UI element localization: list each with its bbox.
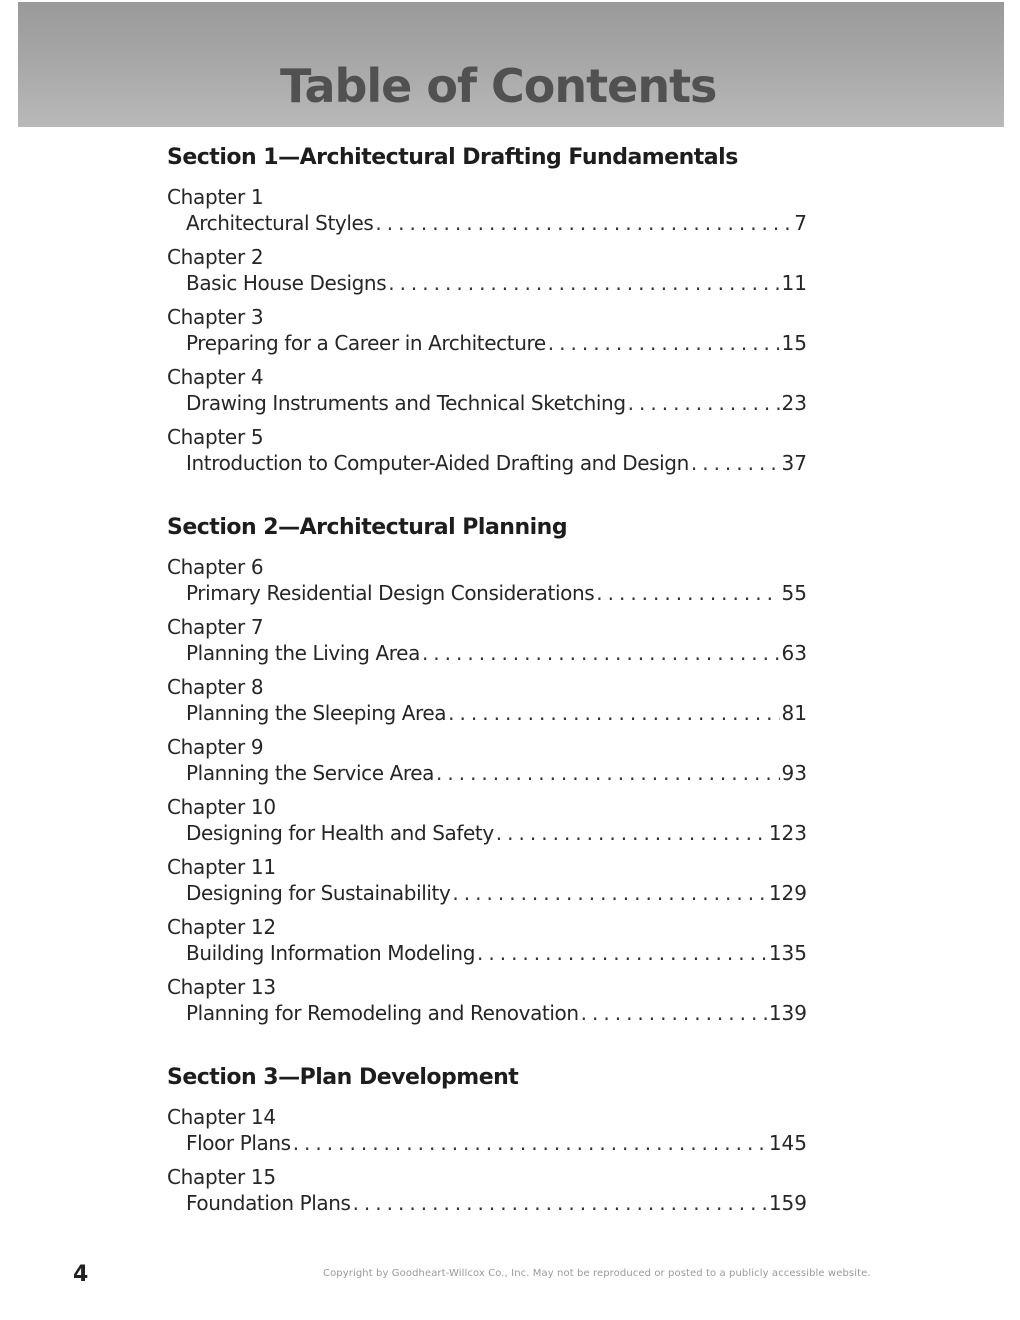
- toc-entry: [167, 914, 807, 974]
- toc-entry: [167, 184, 807, 244]
- chapter-title: Architectural Styles: [186, 211, 374, 235]
- chapter-page-number: 15: [781, 331, 807, 355]
- chapter-title: Introduction to Computer-Aided Drafting and Design: [186, 451, 689, 475]
- toc-entry: [167, 734, 807, 794]
- chapter-page-number: 23: [781, 391, 807, 415]
- table-of-contents: [167, 140, 807, 1250]
- page-title: Table of Contents: [280, 59, 717, 113]
- dot-leader: [581, 1000, 767, 1026]
- chapter-number: Chapter 8: [167, 675, 264, 699]
- dot-leader: [691, 450, 780, 476]
- chapter-page-number: 7: [794, 211, 807, 235]
- section-title: Section 1—Architectural Drafting Fundamentals: [167, 145, 738, 170]
- dot-leader: [293, 1130, 767, 1156]
- toc-entry: [167, 554, 807, 614]
- chapter-page-number: 123: [768, 821, 807, 845]
- page-number: 4: [73, 1262, 89, 1287]
- chapter-title: Planning the Service Area: [186, 761, 434, 785]
- dot-leader: [388, 270, 779, 296]
- chapter-title: Designing for Health and Safety: [186, 821, 494, 845]
- toc-entry: [167, 304, 807, 364]
- chapter-line: [186, 330, 807, 356]
- chapter-title: Floor Plans: [186, 1131, 291, 1155]
- chapter-page-number: 135: [768, 941, 807, 965]
- chapter-title: Planning the Living Area: [186, 641, 420, 665]
- chapter-line: [186, 760, 807, 786]
- toc-entry: [167, 1104, 807, 1164]
- chapter-number: Chapter 15: [167, 1165, 276, 1189]
- toc-section: [167, 140, 807, 484]
- dot-leader: [422, 640, 780, 666]
- chapter-line: [186, 880, 807, 906]
- dot-leader: [452, 880, 766, 906]
- chapter-number: Chapter 4: [167, 365, 264, 389]
- chapter-line: [186, 820, 807, 846]
- toc-entry: [167, 424, 807, 484]
- chapter-line: [186, 390, 807, 416]
- chapter-title: Drawing Instruments and Technical Sketching: [186, 391, 626, 415]
- chapter-line: [186, 640, 807, 666]
- dot-leader: [628, 390, 780, 416]
- chapter-number: Chapter 10: [167, 795, 276, 819]
- toc-section: [167, 1060, 807, 1224]
- chapter-title: Primary Residential Design Considerations: [186, 581, 595, 605]
- chapter-line: [186, 940, 807, 966]
- chapter-title: Preparing for a Career in Architecture: [186, 331, 546, 355]
- toc-entry: [167, 854, 807, 914]
- chapter-page-number: 159: [768, 1191, 807, 1215]
- chapter-number: Chapter 7: [167, 615, 264, 639]
- chapter-number: Chapter 9: [167, 735, 264, 759]
- chapter-number: Chapter 2: [167, 245, 264, 269]
- chapter-page-number: 11: [781, 271, 807, 295]
- dot-leader: [448, 700, 779, 726]
- toc-entry: [167, 674, 807, 734]
- chapter-title: Planning for Remodeling and Renovation: [186, 1001, 579, 1025]
- chapter-line: [186, 270, 807, 296]
- chapter-line: [186, 450, 807, 476]
- chapter-number: Chapter 13: [167, 975, 276, 999]
- chapter-number: Chapter 11: [167, 855, 276, 879]
- chapter-number: Chapter 12: [167, 915, 276, 939]
- chapter-page-number: 145: [768, 1131, 807, 1155]
- chapter-number: Chapter 14: [167, 1105, 276, 1129]
- toc-section: [167, 510, 807, 1034]
- chapter-line: [186, 1000, 807, 1026]
- chapter-number: Chapter 1: [167, 185, 264, 209]
- dot-leader: [436, 760, 780, 786]
- chapter-line: [186, 1190, 807, 1216]
- chapter-number: Chapter 5: [167, 425, 264, 449]
- dot-leader: [596, 580, 779, 606]
- chapter-line: [186, 1130, 807, 1156]
- section-title: Section 3—Plan Development: [167, 1065, 519, 1090]
- toc-entry: [167, 614, 807, 674]
- toc-entry: [167, 1164, 807, 1224]
- chapter-page-number: 129: [768, 881, 807, 905]
- chapter-page-number: 139: [768, 1001, 807, 1025]
- chapter-title: Building Information Modeling: [186, 941, 475, 965]
- chapter-line: [186, 210, 807, 236]
- toc-entry: [167, 244, 807, 304]
- toc-entry: [167, 364, 807, 424]
- chapter-page-number: 81: [781, 701, 807, 725]
- dot-leader: [353, 1190, 767, 1216]
- dot-leader: [477, 940, 767, 966]
- chapter-page-number: 55: [781, 581, 807, 605]
- chapter-number: Chapter 6: [167, 555, 264, 579]
- chapter-title: Foundation Plans: [186, 1191, 351, 1215]
- dot-leader: [548, 330, 780, 356]
- chapter-page-number: 93: [781, 761, 807, 785]
- chapter-title: Basic House Designs: [186, 271, 387, 295]
- dot-leader: [496, 820, 767, 846]
- dot-leader: [375, 210, 792, 236]
- chapter-title: Planning the Sleeping Area: [186, 701, 447, 725]
- chapter-line: [186, 700, 807, 726]
- chapter-number: Chapter 3: [167, 305, 264, 329]
- copyright-notice: Copyright by Goodheart-Willcox Co., Inc. May not be reproduced or posted to a publicly accessible website.: [323, 1268, 871, 1279]
- chapter-page-number: 37: [781, 451, 807, 475]
- toc-entry: [167, 794, 807, 854]
- toc-entry: [167, 974, 807, 1034]
- chapter-page-number: 63: [781, 641, 807, 665]
- chapter-title: Designing for Sustainability: [186, 881, 451, 905]
- section-title: Section 2—Architectural Planning: [167, 515, 568, 540]
- chapter-line: [186, 580, 807, 606]
- title-banner: [18, 2, 1004, 127]
